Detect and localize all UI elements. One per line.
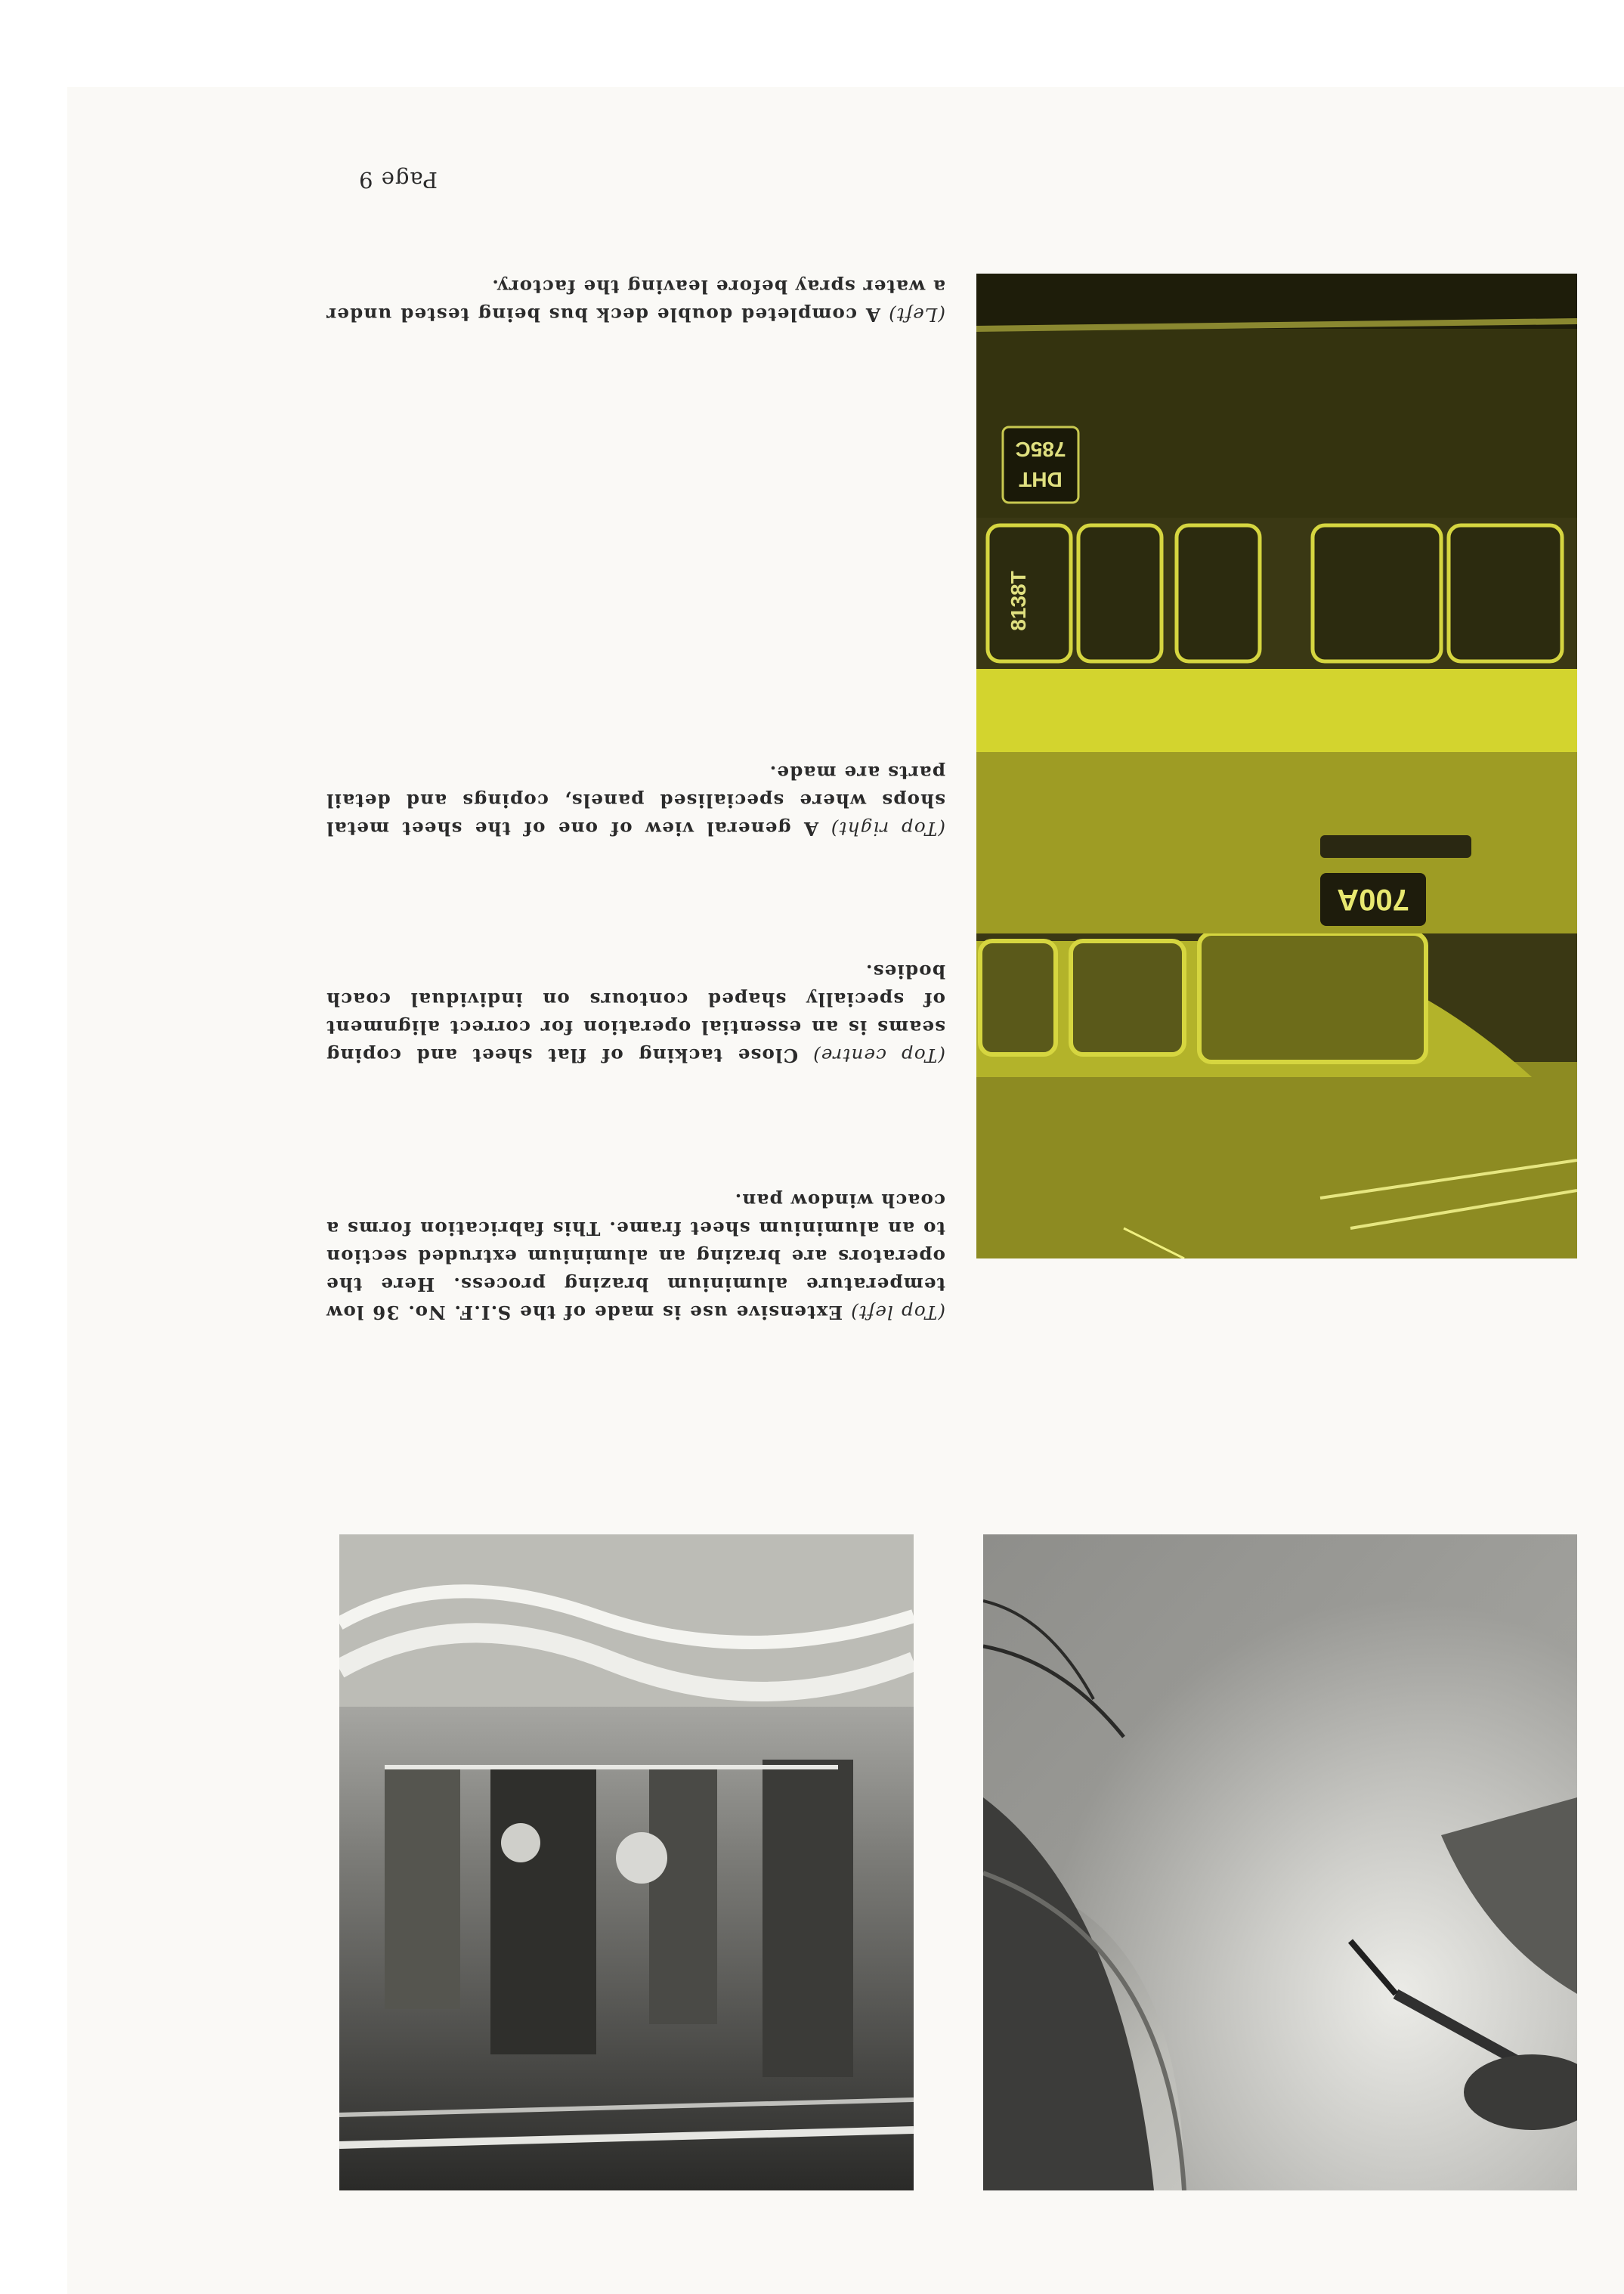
registration-line-2: 785C xyxy=(1015,438,1066,461)
photo-left-double-deck-bus xyxy=(976,274,1577,1258)
page-number: Page 9 xyxy=(358,167,438,193)
caption-text: Close tacking of flat sheet and coping seams is an essential operation for correct alignment of specially shaped contours on individual coach bodies. xyxy=(326,961,945,1067)
caption-top-left xyxy=(326,1187,945,1327)
caption-position: (Top right) xyxy=(818,818,945,840)
caption-top-right xyxy=(326,759,945,843)
caption-text: Extensive use is made of the S.I.F. No. 36 low temperature aluminium brazing process. Here the operators are brazing an aluminium extruded section to an aluminium sheet frame. This fabrication forms a coach window pan. xyxy=(326,1190,945,1323)
caption-position: (Top left) xyxy=(843,1302,945,1323)
caption-text: A completed double deck bus being tested under a water spray before leaving the factory. xyxy=(326,276,945,326)
photo-top-left-brazing xyxy=(983,1534,1577,2190)
caption-text: A general view of one of the sheet metal shops where specialised panels, copings and detail parts are made. xyxy=(326,762,945,840)
paper-sheet xyxy=(67,87,1624,2294)
side-label: 8138T xyxy=(1007,571,1030,631)
caption-position: (Left) xyxy=(880,304,945,326)
caption-left xyxy=(326,273,945,329)
caption-top-centre xyxy=(326,958,945,1070)
photo-top-centre-sheet-metal-shop xyxy=(339,1534,914,2190)
fleet-number-plate: 700A xyxy=(1337,883,1409,916)
registration-line-1: DHT xyxy=(1019,468,1063,491)
caption-position: (Top centre) xyxy=(798,1045,945,1067)
